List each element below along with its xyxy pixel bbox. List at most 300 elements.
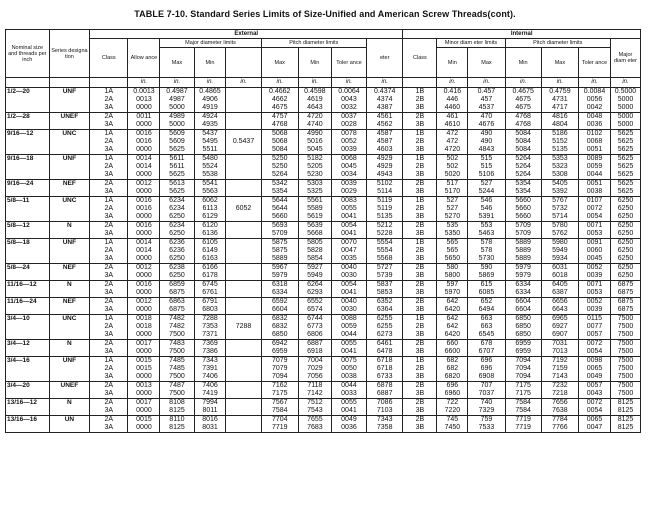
series-cell — [49, 163, 89, 171]
data-cell: 0038 — [331, 373, 366, 382]
series-cell — [49, 205, 89, 213]
data-cell: 6250 — [610, 239, 640, 248]
data-cell: 546 — [468, 205, 505, 213]
nominal-size-cell — [6, 365, 50, 373]
data-cell — [226, 281, 261, 290]
data-cell: 5611 — [160, 155, 194, 164]
data-cell: 6960 — [437, 390, 468, 399]
data-cell: 0065 — [579, 365, 611, 373]
table-row — [6, 222, 641, 231]
data-cell: 6255 — [367, 323, 403, 331]
data-cell: 5250 — [261, 155, 298, 164]
data-cell: 8016 — [194, 416, 226, 425]
series-cell — [49, 390, 89, 399]
data-cell: 2B — [403, 281, 437, 290]
data-cell — [226, 272, 261, 281]
data-cell: 7485 — [160, 357, 194, 366]
series-cell — [49, 247, 89, 255]
data-cell: 5625 — [610, 188, 640, 197]
table-row — [6, 298, 641, 307]
data-cell: 6352 — [367, 298, 403, 307]
data-cell: 0029 — [331, 188, 366, 197]
data-cell: 5625 — [610, 171, 640, 180]
data-cell — [226, 155, 261, 164]
unit-cell: in. — [505, 78, 541, 88]
unit-cell: in. — [367, 78, 403, 88]
data-cell: 0041 — [331, 289, 366, 298]
data-cell: 7103 — [367, 407, 403, 416]
nominal-size-cell — [6, 104, 50, 113]
data-cell: 0052 — [331, 138, 366, 146]
data-cell: 7175 — [505, 390, 541, 399]
series-cell — [49, 289, 89, 298]
data-cell: 7386 — [194, 348, 226, 357]
data-cell: 5186 — [541, 130, 578, 139]
data-cell: 2A — [90, 340, 128, 349]
data-cell: 6293 — [298, 289, 331, 298]
header-min: Min — [194, 48, 226, 78]
data-cell: 0000 — [128, 230, 160, 239]
data-cell: 3B — [403, 255, 437, 264]
series-cell: UN — [49, 416, 89, 425]
data-cell: 7500 — [610, 331, 640, 340]
data-cell: 0018 — [128, 315, 160, 324]
data-cell: 6250 — [160, 255, 194, 264]
data-cell: 7343 — [194, 357, 226, 366]
nominal-size-cell — [6, 323, 50, 331]
data-cell: 3B — [403, 348, 437, 357]
data-cell: 0.457 — [468, 88, 505, 97]
data-cell: 5020 — [437, 171, 468, 180]
data-cell: 4643 — [298, 104, 331, 113]
data-cell: 7220 — [437, 407, 468, 416]
data-cell: 6178 — [194, 272, 226, 281]
data-cell: 0115 — [579, 315, 611, 324]
data-cell: 0039 — [579, 306, 611, 315]
data-cell: 0039 — [331, 180, 366, 189]
data-cell: 3A — [90, 188, 128, 197]
data-cell: 0014 — [128, 247, 160, 255]
data-cell: 457 — [468, 96, 505, 104]
data-cell: 6959 — [505, 340, 541, 349]
unit-cell: in. — [437, 78, 468, 88]
data-cell: 565 — [437, 239, 468, 248]
data-cell: 6264 — [298, 281, 331, 290]
data-cell: 0016 — [128, 222, 160, 231]
data-cell: 0.4374 — [367, 88, 403, 97]
data-cell: 5949 — [298, 272, 331, 281]
data-cell: 0070 — [331, 239, 366, 248]
table-row — [6, 357, 641, 366]
data-cell: 1A — [90, 357, 128, 366]
series-cell: NEF — [49, 298, 89, 307]
data-cell: 5114 — [367, 188, 403, 197]
data-cell: 3B — [403, 331, 437, 340]
data-cell: 4768 — [505, 121, 541, 130]
data-cell: 5889 — [261, 255, 298, 264]
data-cell: 4676 — [468, 121, 505, 130]
table-row — [6, 281, 641, 290]
data-cell: 7638 — [541, 407, 578, 416]
header-max: Max — [468, 48, 505, 78]
data-cell: 2A — [90, 323, 128, 331]
data-cell: 7500 — [610, 373, 640, 382]
table-row — [6, 155, 641, 164]
data-cell: 7143 — [541, 373, 578, 382]
data-cell: 535 — [437, 222, 468, 231]
data-cell: 5644 — [261, 205, 298, 213]
data-cell: 8011 — [194, 407, 226, 416]
nominal-size-cell — [6, 272, 50, 281]
data-cell: 0043 — [579, 390, 611, 399]
data-cell: 4768 — [261, 121, 298, 130]
data-cell: 2A — [90, 399, 128, 408]
data-cell: 6744 — [298, 315, 331, 324]
data-cell: 0000 — [128, 348, 160, 357]
table-row — [6, 104, 641, 113]
data-cell: 7482 — [160, 323, 194, 331]
series-cell — [49, 424, 89, 433]
data-cell: 6234 — [160, 222, 194, 231]
data-cell: 0107 — [579, 197, 611, 206]
header-class-external: Class — [90, 39, 128, 78]
data-cell: 5212 — [367, 222, 403, 231]
header-min: Min — [298, 48, 331, 78]
nominal-size-cell: 3/4—12 — [6, 340, 50, 349]
data-cell: 7175 — [505, 382, 541, 391]
header-min: Min — [437, 48, 468, 78]
data-cell: 1A — [90, 130, 128, 139]
data-cell: 0039 — [331, 146, 366, 155]
data-cell: 1A — [90, 315, 128, 324]
data-cell: 7683 — [298, 424, 331, 433]
data-cell: 2A — [90, 113, 128, 122]
data-cell: 0041 — [331, 348, 366, 357]
series-cell: N — [49, 281, 89, 290]
data-cell: 660 — [437, 340, 468, 349]
data-cell: 5084 — [505, 130, 541, 139]
series-cell — [49, 407, 89, 416]
data-cell: 5979 — [505, 272, 541, 281]
data-cell: 0057 — [579, 331, 611, 340]
data-cell: 7288 — [194, 315, 226, 324]
data-cell: 6149 — [194, 247, 226, 255]
data-cell: 7543 — [298, 407, 331, 416]
data-cell: 5714 — [541, 213, 578, 222]
data-cell: 6875 — [160, 289, 194, 298]
series-cell — [49, 331, 89, 340]
data-cell: 2B — [403, 323, 437, 331]
nominal-size-cell — [6, 138, 50, 146]
header-external: External — [90, 30, 403, 39]
data-cell: 6552 — [298, 298, 331, 307]
data-cell: 6273 — [367, 331, 403, 340]
data-cell: 0000 — [128, 331, 160, 340]
data-cell: 3A — [90, 121, 128, 130]
data-cell: 5767 — [541, 197, 578, 206]
data-cell: 472 — [437, 130, 468, 139]
data-cell: 4675 — [505, 96, 541, 104]
data-cell — [226, 357, 261, 366]
data-cell: 3B — [403, 373, 437, 382]
data-cell: 5182 — [298, 155, 331, 164]
data-cell: 6318 — [261, 281, 298, 290]
data-cell: 7329 — [468, 407, 505, 416]
data-cell: 5625 — [610, 130, 640, 139]
data-cell: 5979 — [505, 264, 541, 273]
series-cell — [49, 138, 89, 146]
data-cell: 5325 — [298, 188, 331, 197]
nominal-size-cell: 1/2—20 — [6, 88, 50, 97]
header-minor-diameter-external: eter — [367, 39, 403, 78]
series-cell: UNF — [49, 88, 89, 97]
data-cell: 4757 — [261, 113, 298, 122]
data-cell: 0000 — [128, 373, 160, 382]
data-cell: 3A — [90, 348, 128, 357]
data-cell: 5463 — [468, 230, 505, 239]
data-cell: 7159 — [541, 365, 578, 373]
data-cell: 0044 — [579, 171, 611, 180]
data-cell: 4720 — [298, 113, 331, 122]
table-row — [6, 171, 641, 180]
screw-thread-limits-table — [5, 29, 641, 433]
data-cell: 3A — [90, 390, 128, 399]
data-cell: 6494 — [468, 306, 505, 315]
data-cell: 0.4759 — [541, 88, 578, 97]
data-cell: 5303 — [298, 180, 331, 189]
data-cell: 2B — [403, 205, 437, 213]
data-cell: 6255 — [367, 315, 403, 324]
data-cell: 6405 — [541, 281, 578, 290]
data-cell: 5068 — [261, 138, 298, 146]
data-cell: 0054 — [331, 281, 366, 290]
data-cell: 5727 — [367, 264, 403, 273]
data-cell: 472 — [437, 138, 468, 146]
data-cell: 5354 — [505, 180, 541, 189]
data-cell: 6105 — [194, 239, 226, 248]
data-cell — [226, 96, 261, 104]
data-cell: 7450 — [437, 424, 468, 433]
data-cell: 0.5000 — [610, 88, 640, 97]
data-cell: 7218 — [541, 390, 578, 399]
data-cell: 0012 — [128, 180, 160, 189]
data-cell: 8125 — [610, 407, 640, 416]
data-cell: 7079 — [261, 357, 298, 366]
data-cell: 5135 — [367, 213, 403, 222]
data-cell: 3A — [90, 272, 128, 281]
data-cell: 6250 — [160, 230, 194, 239]
data-cell: 0014 — [128, 239, 160, 248]
nominal-size-cell: 3/4—16 — [6, 357, 50, 366]
data-cell: 6887 — [298, 340, 331, 349]
nominal-size-cell — [6, 96, 50, 104]
unit-cell: in. — [610, 78, 640, 88]
data-cell: 0.4865 — [194, 88, 226, 97]
data-cell: 4675 — [505, 104, 541, 113]
data-cell — [226, 340, 261, 349]
data-cell: 5045 — [298, 146, 331, 155]
data-cell: 2B — [403, 138, 437, 146]
data-cell — [226, 163, 261, 171]
nominal-size-cell: 13/16—12 — [6, 399, 50, 408]
table-row — [6, 382, 641, 391]
data-cell: 663 — [468, 315, 505, 324]
table-row — [6, 239, 641, 248]
data-cell: 0016 — [128, 197, 160, 206]
data-cell: 0015 — [128, 365, 160, 373]
data-cell: 7500 — [160, 348, 194, 357]
series-cell — [49, 272, 89, 281]
data-cell: 7353 — [194, 323, 226, 331]
data-cell: 0012 — [128, 264, 160, 273]
data-cell: 5480 — [194, 155, 226, 164]
data-cell: 5732 — [541, 205, 578, 213]
table-row — [6, 390, 641, 399]
data-cell: 5524 — [194, 163, 226, 171]
data-cell: 5979 — [261, 272, 298, 281]
data-cell: 7655 — [298, 416, 331, 425]
series-cell: UNEF — [49, 113, 89, 122]
nominal-size-cell — [6, 424, 50, 433]
data-cell: 4989 — [160, 113, 194, 122]
data-cell: 0043 — [331, 96, 366, 104]
data-cell: 7079 — [261, 365, 298, 373]
data-cell: 5135 — [541, 146, 578, 155]
data-cell: 7500 — [160, 390, 194, 399]
data-cell: 3B — [403, 146, 437, 155]
series-cell — [49, 121, 89, 130]
data-cell: 3A — [90, 255, 128, 264]
data-cell: 5270 — [437, 213, 468, 222]
data-cell: 5511 — [194, 146, 226, 155]
data-cell: 0035 — [331, 255, 366, 264]
data-cell: 0000 — [128, 213, 160, 222]
data-cell: 0057 — [579, 382, 611, 391]
header-pitch-diameter-internal: Pitch diameter limits — [505, 39, 610, 48]
series-cell — [49, 323, 89, 331]
data-cell: 502 — [437, 163, 468, 171]
data-cell: 6236 — [160, 239, 194, 248]
nominal-size-cell: 3/4—20 — [6, 382, 50, 391]
data-cell: 7500 — [160, 331, 194, 340]
data-cell: 590 — [468, 264, 505, 273]
data-cell: 5805 — [298, 239, 331, 248]
table-row — [6, 407, 641, 416]
data-cell: 5068 — [261, 130, 298, 139]
data-cell: 7118 — [298, 382, 331, 391]
data-cell: 6250 — [610, 255, 640, 264]
data-cell: 642 — [437, 298, 468, 307]
data-cell: 3A — [90, 213, 128, 222]
data-cell: 8125 — [610, 416, 640, 425]
data-cell: 0077 — [579, 323, 611, 331]
data-cell: 6018 — [541, 272, 578, 281]
data-cell: 0016 — [128, 281, 160, 290]
data-cell: 470 — [468, 113, 505, 122]
nominal-size-cell — [6, 205, 50, 213]
data-cell: 6773 — [298, 323, 331, 331]
data-cell: 4662 — [261, 96, 298, 104]
table-row — [6, 96, 641, 104]
series-cell — [49, 146, 89, 155]
data-cell: 682 — [437, 365, 468, 373]
table-row — [6, 315, 641, 324]
data-cell: 5660 — [505, 213, 541, 222]
data-cell: 7483 — [160, 340, 194, 349]
data-cell: 678 — [468, 340, 505, 349]
header-allowance: Allow ance — [128, 39, 160, 78]
table-row — [6, 264, 641, 273]
data-cell: 5625 — [160, 146, 194, 155]
data-cell: 6791 — [194, 298, 226, 307]
data-cell: 4675 — [261, 104, 298, 113]
data-cell: 6236 — [160, 247, 194, 255]
header-min-blank — [226, 48, 261, 78]
data-cell — [226, 113, 261, 122]
data-cell: 0089 — [579, 155, 611, 164]
data-cell — [226, 306, 261, 315]
data-cell: 4720 — [437, 146, 468, 155]
table-title: TABLE 7-10. Standard Series Limits of Size-Unified and American Screw Threads(cont). — [134, 9, 516, 19]
table-row — [6, 113, 641, 122]
data-cell: 0102 — [579, 130, 611, 139]
data-cell: 3B — [403, 289, 437, 298]
data-cell: 6761 — [194, 289, 226, 298]
data-cell: 5949 — [541, 247, 578, 255]
data-cell: 0072 — [579, 205, 611, 213]
data-cell: 5354 — [505, 188, 541, 197]
data-cell: 3A — [90, 146, 128, 155]
nominal-size-cell — [6, 373, 50, 382]
data-cell: 3A — [90, 306, 128, 315]
data-cell: 745 — [437, 416, 468, 425]
data-cell: 6052 — [226, 205, 261, 213]
data-cell: 0000 — [128, 289, 160, 298]
data-cell: 0011 — [128, 113, 160, 122]
series-cell — [49, 213, 89, 222]
unit-cell — [403, 78, 437, 88]
data-cell: 7162 — [261, 382, 298, 391]
table-row — [6, 197, 641, 206]
table-row — [6, 163, 641, 171]
data-cell: 6604 — [261, 306, 298, 315]
data-cell: 6129 — [194, 213, 226, 222]
unit-cell — [90, 78, 128, 88]
series-cell: NEF — [49, 264, 89, 273]
data-cell: 2A — [90, 416, 128, 425]
table-row — [6, 230, 641, 239]
data-cell: 6478 — [367, 348, 403, 357]
data-cell: 5934 — [541, 255, 578, 264]
header-minor-diameter-internal: Minor diam eter limits — [437, 39, 505, 48]
data-cell: 7584 — [505, 407, 541, 416]
data-cell — [226, 348, 261, 357]
header-pitch-diameter-external: Pitch diameter limits — [261, 39, 366, 48]
data-cell: 8108 — [160, 399, 194, 408]
data-cell: 4843 — [468, 146, 505, 155]
data-cell: 6643 — [541, 306, 578, 315]
data-cell: 0013 — [128, 382, 160, 391]
data-cell: 0040 — [331, 298, 366, 307]
table-row — [6, 424, 641, 433]
data-cell: 5495 — [194, 138, 226, 146]
data-cell: 5405 — [541, 180, 578, 189]
data-cell: 3B — [403, 424, 437, 433]
data-cell: 1A — [90, 155, 128, 164]
data-cell: 6927 — [541, 323, 578, 331]
data-cell — [226, 399, 261, 408]
nominal-size-cell: 13/16—16 — [6, 416, 50, 425]
